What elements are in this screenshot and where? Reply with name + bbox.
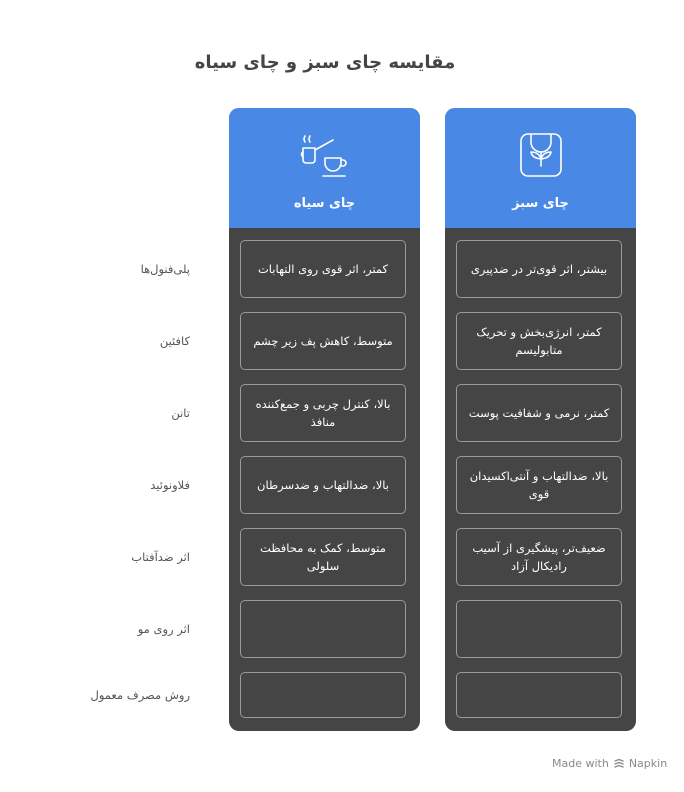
column-title-green-tea: چای سبز — [512, 196, 569, 211]
cell-black-flavonoid: بالا، ضدالتهاب و ضدسرطان — [240, 456, 406, 514]
cell-green-caffeine: کمتر، انرژی‌بخش و تحریک متابولیسم — [456, 312, 622, 370]
cell-green-tannin: کمتر، نرمی و شفافیت پوست — [456, 384, 622, 442]
made-with-text: Made with — [552, 757, 609, 770]
tea-kettle-cup-icon — [299, 132, 351, 182]
cell-green-polyphenols: بیشتر، اثر قوی‌تر در ضدپیری — [456, 240, 622, 298]
column-title-black-tea: چای سیاه — [293, 196, 356, 211]
cell-black-polyphenols: کمتر، اثر قوی روی التهابات — [240, 240, 406, 298]
cell-green-hair — [456, 600, 622, 658]
row-label-flavonoid: فلاونوئید — [150, 478, 190, 492]
column-black-tea — [229, 108, 420, 731]
page-title: مقایسه چای سبز و چای سیاه — [194, 52, 456, 73]
napkin-footer — [552, 757, 667, 770]
cell-black-caffeine: متوسط، کاهش پف زیر چشم — [240, 312, 406, 370]
tea-leaf-jar-icon — [517, 132, 565, 178]
cell-green-sunscreen: ضعیف‌تر، پیشگیری از آسیب رادیکال آزاد — [456, 528, 622, 586]
cell-black-hair — [240, 600, 406, 658]
cell-black-sunscreen: متوسط، کمک به محافظت سلولی — [240, 528, 406, 586]
napkin-logo-icon — [613, 758, 625, 770]
column-header-green-tea — [445, 108, 636, 228]
row-label-caffeine: کافئین — [159, 334, 190, 348]
row-label-usage: روش مصرف معمول — [90, 688, 190, 702]
row-label-polyphenols: پلی‌فنول‌ها — [140, 262, 190, 276]
cell-black-usage — [240, 672, 406, 718]
row-label-tannin: تانن — [171, 406, 190, 420]
cell-green-usage — [456, 672, 622, 718]
row-label-sunscreen: اثر ضدآفتاب — [131, 550, 190, 564]
column-green-tea — [445, 108, 636, 731]
cell-black-tannin: بالا، کنترل چربی و جمع‌کننده منافذ — [240, 384, 406, 442]
cell-green-flavonoid: بالا، ضدالتهاب و آنتی‌اکسیدان قوی — [456, 456, 622, 514]
napkin-brand-text: Napkin — [628, 757, 668, 770]
column-header-black-tea — [229, 108, 420, 228]
row-label-hair: اثر روی مو — [137, 622, 190, 636]
